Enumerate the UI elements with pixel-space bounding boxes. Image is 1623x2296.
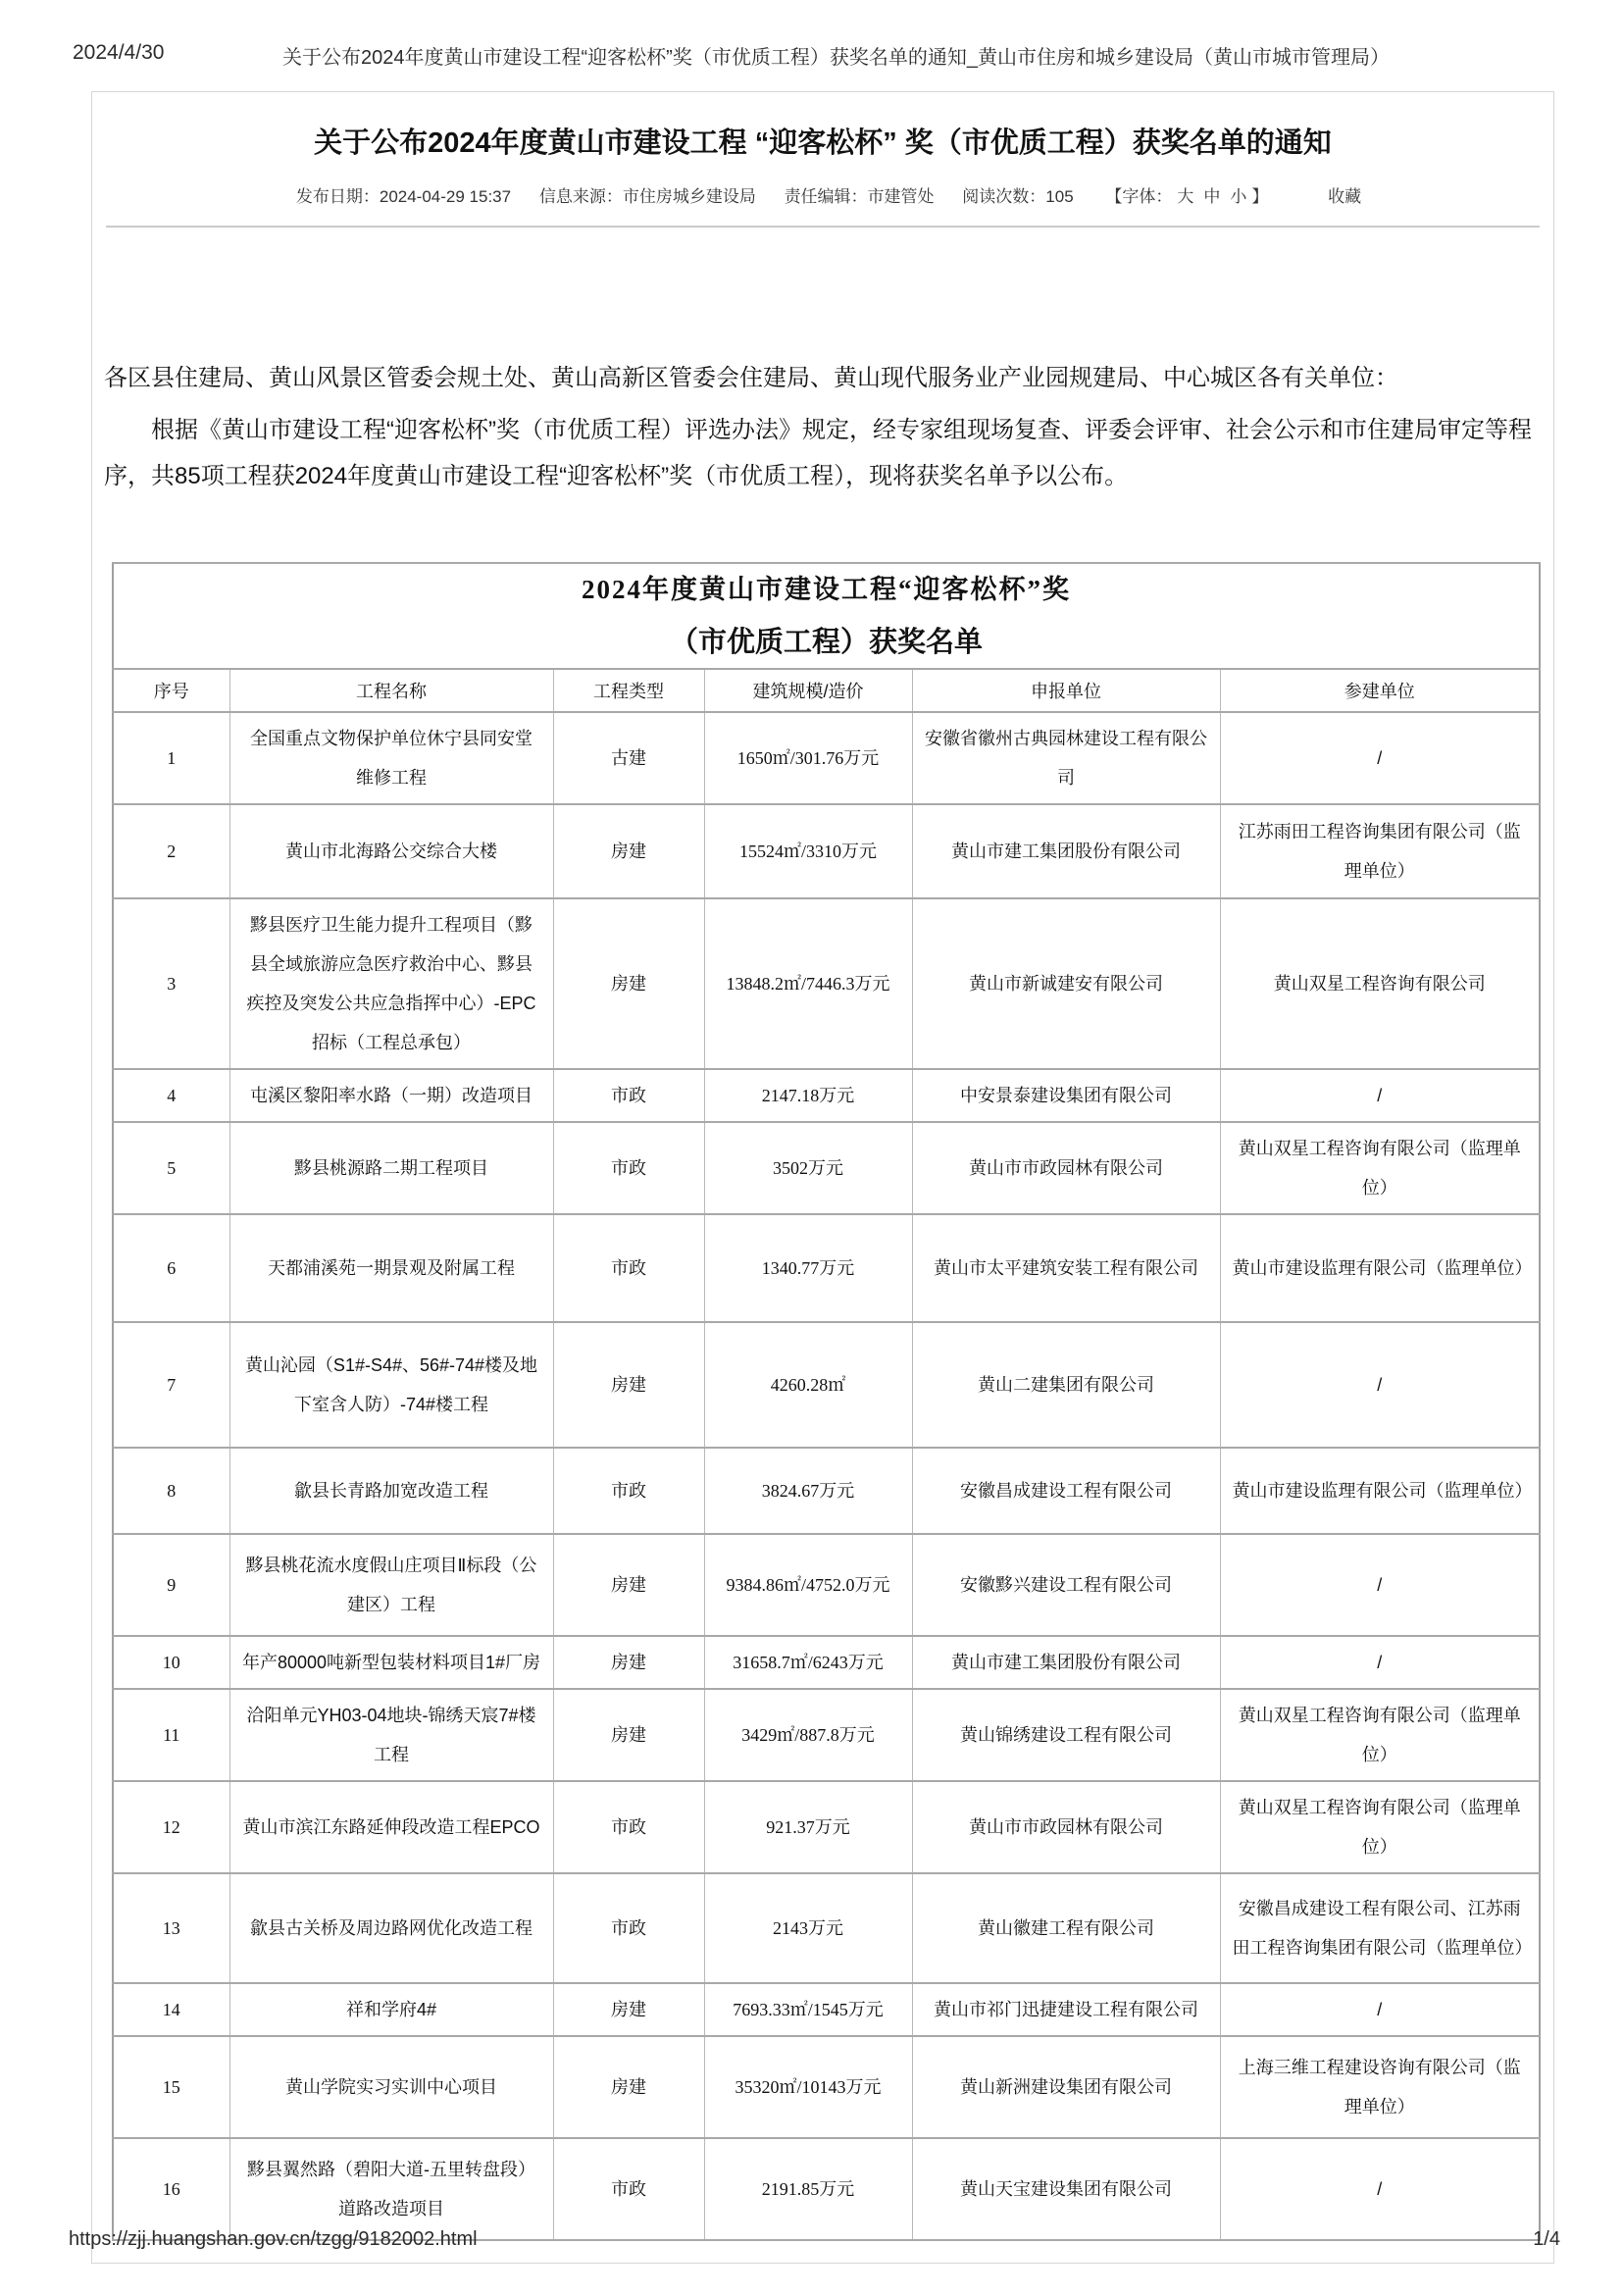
article-body (92, 355, 1553, 499)
participant-unit-cell: 黄山双星工程咨询有限公司（监理单位） (1220, 1781, 1540, 1873)
project-name-cell: 天都浦溪苑一期景观及附属工程 (229, 1214, 553, 1322)
project-type-cell: 房建 (553, 1322, 704, 1448)
applicant-unit-cell: 中安景泰建设集团有限公司 (912, 1069, 1220, 1122)
font-size-medium-link[interactable]: 中 (1203, 187, 1221, 206)
table-title-row (113, 563, 1540, 669)
applicant-unit-cell: 黄山天宝建设集团有限公司 (912, 2138, 1220, 2240)
table-row (113, 898, 1540, 1069)
table-row (113, 1781, 1540, 1873)
font-size-small-link[interactable]: 小 (1230, 187, 1247, 206)
project-type-cell: 房建 (553, 2036, 704, 2138)
table-row (113, 1636, 1540, 1689)
table-row (113, 1322, 1540, 1448)
body-paragraph: 各区县住建局、黄山风景区管委会规土处、黄山高新区管委会住建局、黄山现代服务业产业园规建局、中心城区各有关单位： (104, 365, 1398, 391)
project-type-cell: 房建 (553, 1636, 704, 1689)
applicant-unit-cell: 黄山市市政园林有限公司 (912, 1122, 1220, 1214)
project-type-cell: 房建 (553, 1534, 704, 1636)
scale-cost-cell: 3429㎡/887.8万元 (704, 1689, 912, 1781)
applicant-unit-cell: 黄山市新诚建安有限公司 (912, 898, 1220, 1069)
seq-cell: 13 (113, 1873, 229, 1983)
project-type-cell: 房建 (553, 804, 704, 898)
applicant-unit-cell: 黄山市祁门迅捷建设工程有限公司 (912, 1983, 1220, 2036)
project-type-cell: 市政 (553, 1873, 704, 1983)
project-name-cell: 祥和学府4# (229, 1983, 553, 2036)
seq-cell: 8 (113, 1448, 229, 1534)
scale-cost-cell: 9384.86㎡/4752.0万元 (704, 1534, 912, 1636)
scale-cost-cell: 3824.67万元 (704, 1448, 912, 1534)
column-header: 申报单位 (912, 669, 1220, 712)
project-type-cell: 房建 (553, 1689, 704, 1781)
project-name-cell: 黟县桃源路二期工程项目 (229, 1122, 553, 1214)
scale-cost-cell: 15524㎡/3310万元 (704, 804, 912, 898)
participant-unit-cell: / (1220, 1322, 1540, 1448)
article-meta (106, 186, 1540, 208)
project-name-cell: 黟县翼然路（碧阳大道-五里转盘段）道路改造项目 (229, 2138, 553, 2240)
applicant-unit-cell: 黄山市市政园林有限公司 (912, 1781, 1220, 1873)
project-name-cell: 黟县医疗卫生能力提升工程项目（黟县全域旅游应急医疗救治中心、黟县疾控及突发公共应急指挥中心）-EPC招标（工程总承包） (229, 898, 553, 1069)
font-bracket-close: 】 (1251, 187, 1269, 206)
table-row (113, 1873, 1540, 1983)
applicant-unit-cell: 黄山新洲建设集团有限公司 (912, 2036, 1220, 2138)
participant-unit-cell: 安徽昌成建设工程有限公司、江苏雨田工程咨询集团有限公司（监理单位） (1220, 1873, 1540, 1983)
table-title: 2024年度黄山市建设工程“迎客松杯”奖 (582, 575, 1071, 604)
column-header: 参建单位 (1220, 669, 1540, 712)
project-type-cell: 市政 (553, 2138, 704, 2240)
scale-cost-cell: 4260.28㎡ (704, 1322, 912, 1448)
favorite-link[interactable]: 收藏 (1328, 187, 1362, 206)
applicant-unit-cell: 黄山二建集团有限公司 (912, 1322, 1220, 1448)
table-row (113, 1534, 1540, 1636)
applicant-unit-cell: 安徽黟兴建设工程有限公司 (912, 1534, 1220, 1636)
scale-cost-cell: 7693.33㎡/1545万元 (704, 1983, 912, 2036)
seq-cell: 5 (113, 1122, 229, 1214)
scale-cost-cell: 1340.77万元 (704, 1214, 912, 1322)
column-header: 工程类型 (553, 669, 704, 712)
table-row (113, 1214, 1540, 1322)
print-date: 2024/4/30 (73, 41, 165, 64)
table-subtitle: （市优质工程）获奖名单 (669, 627, 983, 658)
table-row (113, 2138, 1540, 2240)
participant-unit-cell: / (1220, 2138, 1540, 2240)
project-name-cell: 歙县长青路加宽改造工程 (229, 1448, 553, 1534)
project-name-cell: 屯溪区黎阳率水路（一期）改造项目 (229, 1069, 553, 1122)
table-header-row (113, 669, 1540, 712)
participant-unit-cell: / (1220, 1534, 1540, 1636)
project-type-cell: 房建 (553, 898, 704, 1069)
scale-cost-cell: 2147.18万元 (704, 1069, 912, 1122)
project-type-cell: 市政 (553, 1781, 704, 1873)
project-type-cell: 市政 (553, 1448, 704, 1534)
table-title-cell (113, 563, 1540, 669)
column-header: 序号 (113, 669, 229, 712)
table-row (113, 1448, 1540, 1534)
scale-cost-cell: 921.37万元 (704, 1781, 912, 1873)
scale-cost-cell: 13848.2㎡/7446.3万元 (704, 898, 912, 1069)
seq-cell: 1 (113, 712, 229, 804)
seq-cell: 2 (113, 804, 229, 898)
font-size-control (1105, 187, 1268, 206)
table-row (113, 1069, 1540, 1122)
print-footer (0, 2228, 1623, 2258)
seq-cell: 11 (113, 1689, 229, 1781)
applicant-unit-cell: 黄山市建工集团股份有限公司 (912, 804, 1220, 898)
article-card (91, 91, 1554, 2264)
applicant-unit-cell: 安徽省徽州古典园林建设工程有限公司 (912, 712, 1220, 804)
page-number: 1/4 (1533, 2228, 1560, 2250)
applicant-unit-cell: 安徽昌成建设工程有限公司 (912, 1448, 1220, 1534)
participant-unit-cell: 黄山双星工程咨询有限公司（监理单位） (1220, 1689, 1540, 1781)
project-name-cell: 黟县桃花流水度假山庄项目Ⅱ标段（公建区）工程 (229, 1534, 553, 1636)
project-name-cell: 年产80000吨新型包装材料项目1#厂房 (229, 1636, 553, 1689)
project-name-cell: 黄山市北海路公交综合大楼 (229, 804, 553, 898)
scale-cost-cell: 31658.7㎡/6243万元 (704, 1636, 912, 1689)
scale-cost-cell: 2143万元 (704, 1873, 912, 1983)
column-header: 工程名称 (229, 669, 553, 712)
applicant-unit-cell: 黄山锦绣建设工程有限公司 (912, 1689, 1220, 1781)
project-type-cell: 房建 (553, 1983, 704, 2036)
seq-cell: 15 (113, 2036, 229, 2138)
participant-unit-cell: / (1220, 1983, 1540, 2036)
body-paragraph: 根据《黄山市建设工程“迎客松杯”奖（市优质工程）评选办法》规定，经专家组现场复查、评委会评审、社会公示和市住建局审定等程序，共85项工程获2024年度黄山市建设工程“迎客松杯”奖（市优质工程），现将获奖名单予以公布。 (104, 417, 1532, 489)
participant-unit-cell: 黄山市建设监理有限公司（监理单位） (1220, 1214, 1540, 1322)
table-row (113, 804, 1540, 898)
applicant-unit-cell: 黄山市太平建筑安装工程有限公司 (912, 1214, 1220, 1322)
article-header (106, 92, 1540, 228)
seq-cell: 10 (113, 1636, 229, 1689)
project-type-cell: 古建 (553, 712, 704, 804)
font-size-large-link[interactable]: 大 (1177, 187, 1194, 206)
responsible-editor: 责任编辑：市建管处 (784, 187, 935, 206)
participant-unit-cell: 上海三维工程建设咨询有限公司（监理单位） (1220, 2036, 1540, 2138)
participant-unit-cell: 江苏雨田工程咨询集团有限公司（监理单位） (1220, 804, 1540, 898)
print-header (0, 39, 1623, 73)
participant-unit-cell: 黄山双星工程咨询有限公司（监理单位） (1220, 1122, 1540, 1214)
scale-cost-cell: 35320㎡/10143万元 (704, 2036, 912, 2138)
project-type-cell: 市政 (553, 1214, 704, 1322)
seq-cell: 6 (113, 1214, 229, 1322)
info-source: 信息来源：市住房城乡建设局 (538, 187, 756, 206)
project-name-cell: 黄山学院实习实训中心项目 (229, 2036, 553, 2138)
scale-cost-cell: 1650㎡/301.76万元 (704, 712, 912, 804)
participant-unit-cell: 黄山市建设监理有限公司（监理单位） (1220, 1448, 1540, 1534)
project-type-cell: 市政 (553, 1069, 704, 1122)
applicant-unit-cell: 黄山市建工集团股份有限公司 (912, 1636, 1220, 1689)
project-name-cell: 全国重点文物保护单位休宁县同安堂维修工程 (229, 712, 553, 804)
table-row (113, 2036, 1540, 2138)
project-name-cell: 歙县古关桥及周边路网优化改造工程 (229, 1873, 553, 1983)
awards-table (112, 562, 1541, 2241)
project-name-cell: 洽阳单元YH03-04地块-锦绣天宸7#楼工程 (229, 1689, 553, 1781)
participant-unit-cell: / (1220, 1069, 1540, 1122)
seq-cell: 9 (113, 1534, 229, 1636)
scale-cost-cell: 2191.85万元 (704, 2138, 912, 2240)
read-count: 阅读次数：105 (962, 187, 1074, 206)
participant-unit-cell: 黄山双星工程咨询有限公司 (1220, 898, 1540, 1069)
table-row (113, 1122, 1540, 1214)
seq-cell: 4 (113, 1069, 229, 1122)
participant-unit-cell: / (1220, 712, 1540, 804)
footer-url: https://zjj.huangshan.gov.cn/tzgg/9182002.html (69, 2228, 478, 2250)
seq-cell: 7 (113, 1322, 229, 1448)
seq-cell: 14 (113, 1983, 229, 2036)
project-name-cell: 黄山市滨江东路延伸段改造工程EPCO (229, 1781, 553, 1873)
article-title: 关于公布2024年度黄山市建设工程 “迎客松杯” 奖（市优质工程）获奖名单的通知 (314, 128, 1332, 159)
table-row (113, 1983, 1540, 2036)
seq-cell: 12 (113, 1781, 229, 1873)
print-page-title: 关于公布2024年度黄山市建设工程“迎客松杯”奖（市优质工程）获奖名单的通知_黄山市住房和城乡建设局（黄山市城市管理局） (282, 47, 1390, 69)
awards-table-wrapper (112, 562, 1553, 2241)
applicant-unit-cell: 黄山徽建工程有限公司 (912, 1873, 1220, 1983)
table-row (113, 712, 1540, 804)
column-header: 建筑规模/造价 (704, 669, 912, 712)
font-bracket-open: 【字体： (1105, 187, 1173, 206)
seq-cell: 3 (113, 898, 229, 1069)
seq-cell: 16 (113, 2138, 229, 2240)
project-name-cell: 黄山沁园（S1#-S4#、56#-74#楼及地下室含人防）-74#楼工程 (229, 1322, 553, 1448)
project-type-cell: 市政 (553, 1122, 704, 1214)
scale-cost-cell: 3502万元 (704, 1122, 912, 1214)
participant-unit-cell: / (1220, 1636, 1540, 1689)
publish-date: 发布日期：2024-04-29 15:37 (295, 187, 512, 206)
table-row (113, 1689, 1540, 1781)
